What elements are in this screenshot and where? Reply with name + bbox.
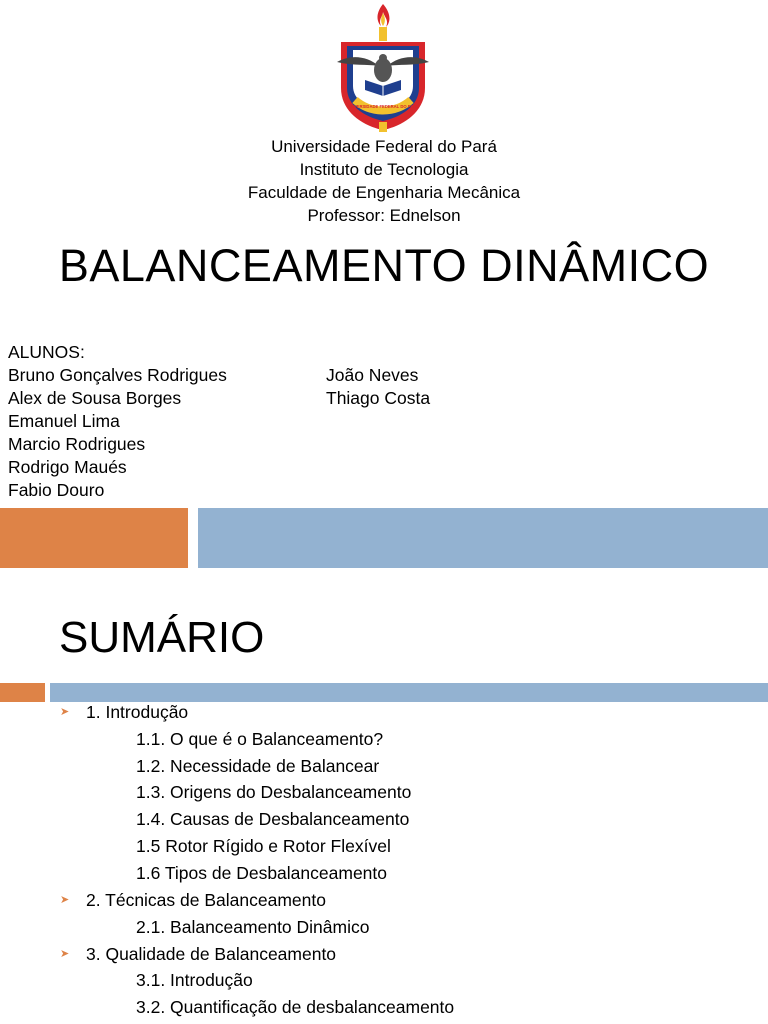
students-label: ALUNOS: xyxy=(8,342,85,362)
student-name: Thiago Costa xyxy=(326,388,431,408)
faculty-name: Faculdade de Engenharia Mecânica xyxy=(247,183,521,202)
student-name: Rodrigo Maués xyxy=(8,457,127,477)
university-name: Universidade Federal do Pará xyxy=(271,137,497,156)
toc-subitem: 1.1. O que é o Balanceamento? xyxy=(136,729,384,749)
toc-subitem: 1.2. Necessidade de Balancear xyxy=(136,756,380,776)
chevron-right-icon: ➤ xyxy=(60,948,70,960)
toc-subitem: 3.2. Quantificação de desbalanceamento xyxy=(136,997,455,1017)
student-name: Marcio Rodrigues xyxy=(8,434,146,454)
summary-title: SUMÁRIO xyxy=(59,613,265,662)
toc-item: 3. Qualidade de Balanceamento xyxy=(86,944,337,964)
toc-subitem: 1.4. Causas de Desbalanceamento xyxy=(136,809,410,829)
toc-subitem: 3.1. Introdução xyxy=(136,970,253,990)
professor-name: Professor: Ednelson xyxy=(307,206,461,225)
chevron-right-icon: ➤ xyxy=(60,706,70,718)
toc-subitem: 1.5 Rotor Rígido e Rotor Flexível xyxy=(136,836,391,856)
toc-subitem: 1.6 Tipos de Desbalanceamento xyxy=(136,863,387,883)
student-name: Bruno Gonçalves Rodrigues xyxy=(8,365,227,385)
student-name: Alex de Sousa Borges xyxy=(8,388,182,408)
seal-text: UNIVERSIDADE FEDERAL DO PARÁ xyxy=(346,104,420,109)
accent-bar-blue xyxy=(50,683,768,702)
student-name: Fabio Douro xyxy=(8,480,105,500)
student-name: João Neves xyxy=(326,365,419,385)
university-logo xyxy=(331,2,435,134)
toc-item: 1. Introdução xyxy=(86,702,189,722)
toc-item: 2. Técnicas de Balanceamento xyxy=(86,890,326,910)
student-name: Emanuel Lima xyxy=(8,411,120,431)
toc-subitem: 2.1. Balanceamento Dinâmico xyxy=(136,917,370,937)
accent-band-orange xyxy=(0,508,188,568)
toc-subitem: 1.3. Origens do Desbalanceamento xyxy=(136,782,412,802)
institute-name: Instituto de Tecnologia xyxy=(299,160,469,179)
accent-band-blue xyxy=(198,508,768,568)
chevron-right-icon: ➤ xyxy=(60,894,70,906)
accent-bar-orange xyxy=(0,683,45,702)
presentation-title: BALANCEAMENTO DINÂMICO xyxy=(58,240,710,291)
